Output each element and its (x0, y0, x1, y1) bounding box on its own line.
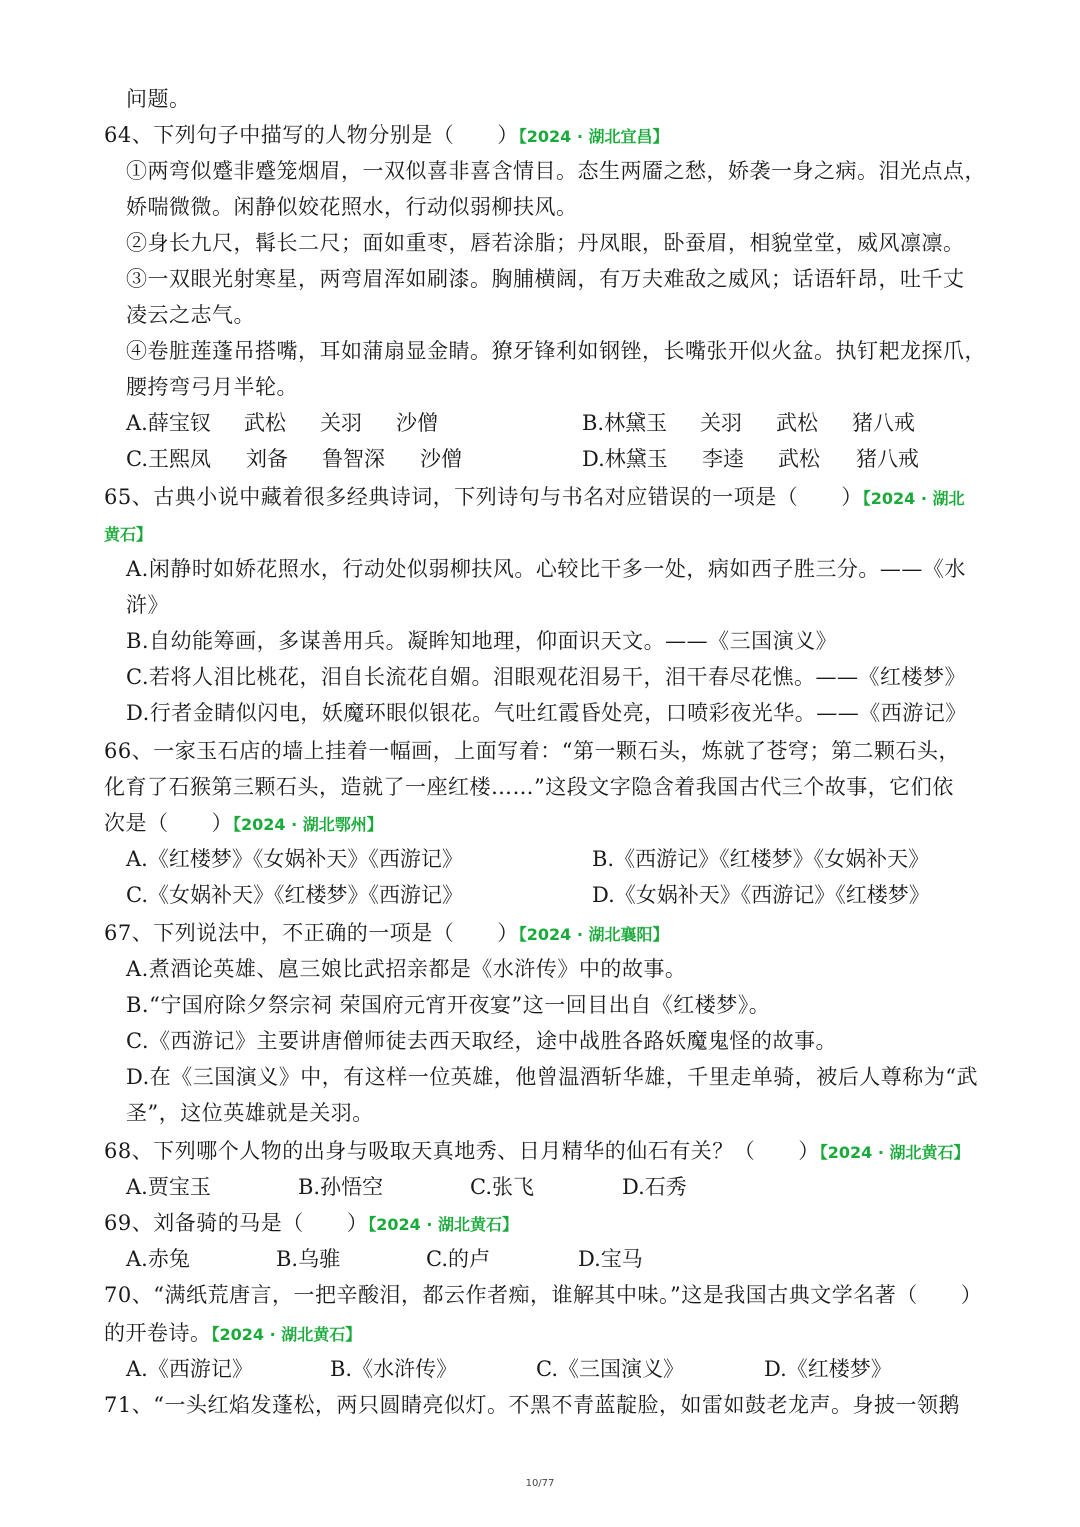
question-65: 65、古典小说中藏着很多经典诗词，下列诗句与书名对应错误的一项是（ ）【2024 · 湖北 (104, 485, 965, 509)
text-line: B.自幼能筹画，多谋善用兵。凝眸知地理，仰面识天文。——《三国演义》 (126, 629, 838, 653)
text-line: 腰挎弯弓月半轮。 (126, 375, 298, 399)
text-line: A.煮酒论英雄、扈三娘比武招亲都是《水浒传》中的故事。 (126, 957, 687, 981)
text-line: ④卷脏莲蓬吊搭嘴，耳如蒲扇显金睛。獠牙锋利如钢锉，长嘴张开似火盆。执钉耙龙探爪， (126, 339, 986, 363)
text-line: 圣”，这位英雄就是关羽。 (126, 1101, 374, 1125)
source-tag: 【2024 · 湖北鄂州】 (233, 815, 383, 834)
source-tag: 【2024 · 湖北黄石】 (819, 1143, 970, 1162)
text-line: C.《西游记》主要讲唐僧师徒去西天取经，途中战胜各路妖魔鬼怪的故事。 (126, 1029, 837, 1053)
option-c: C.的卢 (426, 1247, 490, 1271)
question-64: 64、下列句子中描写的人物分别是（ ）【2024 · 湖北宜昌】 (104, 123, 669, 147)
source-tag: 黄石】 (104, 525, 153, 544)
question-66: 66、一家玉石店的墙上挂着一幅画，上面写着：“第一颗石头，炼就了苍穹；第二颗石头， (104, 739, 960, 763)
option-b: B.《西游记》《红楼梦》《女娲补天》 (592, 847, 930, 871)
source-tag: 【2024 · 湖北黄石】 (368, 1215, 518, 1234)
option-a: A.《红楼梦》《女娲补天》《西游记》 (126, 847, 463, 871)
text-line: ③一双眼光射寒星，两弯眉浑如刷漆。胸脯横阔，有万夫难敌之威风；话语轩昂，吐千丈 (126, 267, 965, 291)
option-c: C.《女娲补天》《红楼梦》《西游记》 (126, 883, 463, 907)
question-69: 69、刘备骑的马是（ ）【2024 · 湖北黄石】 (104, 1211, 518, 1235)
option-d: D.《女娲补天》《西游记》《红楼梦》 (592, 883, 930, 907)
text-line: B.“宁国府除夕祭宗祠 荣国府元宵开夜宴”这一回目出自《红楼梦》。 (126, 993, 771, 1017)
option-a: A.赤兔 (126, 1247, 190, 1271)
text-line: 问题。 (126, 87, 191, 111)
option-c: C.王熙凤 (126, 447, 211, 471)
option-c: C.张飞 (470, 1175, 534, 1199)
option-b-item: 关羽 (700, 411, 742, 435)
question-67: 67、下列说法中，不正确的一项是（ ）【2024 · 湖北襄阳】 (104, 921, 669, 945)
question-71: 71、“一头红焰发蓬松，两只圆睛亮似灯。不黑不青蓝靛脸，如雷如鼓老龙声。身披一领鹅 (104, 1393, 960, 1417)
option-a-item: 沙僧 (396, 411, 438, 435)
text-line: C.若将人泪比桃花，泪自长流花自媚。泪眼观花泪易干，泪干春尽花憔。——《红楼梦》 (126, 665, 966, 689)
text-line: ②身长九尺，髯长二尺；面如重枣，唇若涂脂；丹凤眼，卧蚕眉，相貌堂堂，威风凛凛。 (126, 231, 965, 255)
option-d: D.《红楼梦》 (764, 1357, 892, 1381)
option-b: B.孙悟空 (298, 1175, 384, 1199)
option-b: B.乌骓 (276, 1247, 341, 1271)
text-line: D.行者金睛似闪电，妖魔环眼似银花。气吐红霞昏处亮，口喷彩夜光华。——《西游记》 (126, 701, 967, 725)
option-b-item: 武松 (776, 411, 818, 435)
question-68: 68、下列哪个人物的出身与吸取天真地秀、日月精华的仙石有关？（ ）【2024 · 湖北黄石】 (104, 1139, 970, 1163)
option-a: A.贾宝玉 (126, 1175, 211, 1199)
option-d: D.石秀 (622, 1175, 687, 1199)
source-tag: 【2024 · 湖北黄石】 (211, 1325, 362, 1344)
text-line: 凌云之志气。 (126, 303, 255, 327)
text-line: 的开卷诗。【2024 · 湖北黄石】 (104, 1321, 362, 1345)
option-c: C.《三国演义》 (536, 1357, 684, 1381)
text-line: 化育了石猴第三颗石头，造就了一座红楼……”这段文字隐含着我国古代三个故事，它们依 (104, 775, 954, 799)
page-number: 10/77 (525, 1478, 555, 1489)
option-d: D.林黛玉 (582, 447, 668, 471)
source-tag: 【2024 · 湖北 (862, 489, 965, 508)
option-c-item: 鲁智深 (322, 447, 385, 471)
option-a-item: 武松 (244, 411, 286, 435)
option-b: B.《水浒传》 (330, 1357, 458, 1381)
source-tag: 【2024 · 湖北襄阳】 (518, 925, 669, 944)
option-d-item: 武松 (778, 447, 820, 471)
option-b: B.林黛玉 (582, 411, 668, 435)
option-c-item: 沙僧 (420, 447, 462, 471)
text-line: D.在《三国演义》中，有这样一位英雄，他曾温酒斩华雄，千里走单骑，被后人尊称为“武 (126, 1065, 978, 1089)
option-d: D.宝马 (578, 1247, 643, 1271)
text-line: ①两弯似蹙非蹙笼烟眉，一双似喜非喜含情目。态生两靥之愁，娇袭一身之病。泪光点点， (126, 159, 986, 183)
text-line: A.闲静时如娇花照水，行动处似弱柳扶风。心较比干多一处，病如西子胜三分。——《水 (126, 557, 966, 581)
option-b-item: 猪八戒 (852, 411, 915, 435)
text-line: 次是（ ）【2024 · 湖北鄂州】 (104, 811, 383, 835)
question-70: 70、“满纸荒唐言，一把辛酸泪，都云作者痴，谁解其中味。”这是我国古典文学名著（ ） (104, 1283, 983, 1307)
option-a: A.《西游记》 (126, 1357, 253, 1381)
source-tag: 【2024 · 湖北宜昌】 (518, 127, 669, 146)
option-d-item: 猪八戒 (856, 447, 919, 471)
text-line: 浒》 (126, 593, 169, 617)
text-line: 娇喘微微。闲静似姣花照水，行动似弱柳扶风。 (126, 195, 578, 219)
option-a-item: 关羽 (320, 411, 362, 435)
option-c-item: 刘备 (246, 447, 288, 471)
text-line (104, 518, 152, 550)
option-d-item: 李逵 (702, 447, 744, 471)
option-a: A.薛宝钗 (126, 411, 211, 435)
